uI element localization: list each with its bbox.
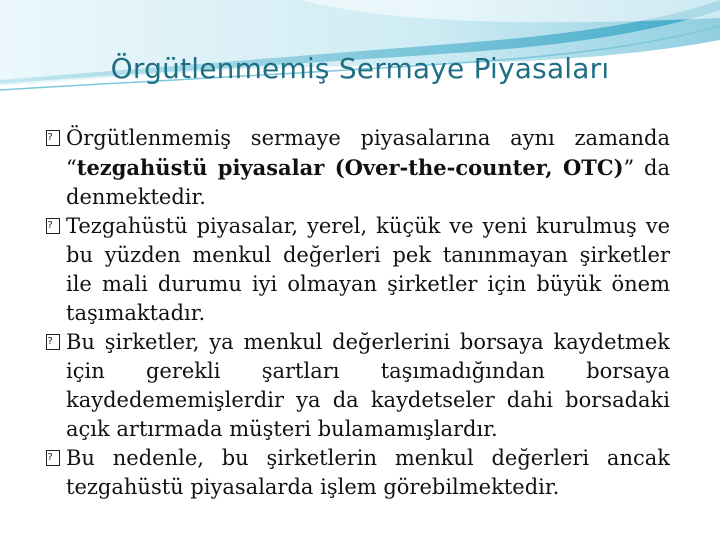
missing-glyph-box-icon: ? bbox=[46, 130, 60, 146]
paragraph-1-text-end: ” da denmektedir. bbox=[66, 156, 670, 209]
missing-glyph-box-icon: ? bbox=[46, 218, 60, 234]
paragraph-4-text: Bu nedenle, bu şirketlerin menkul değerleri ancak tezgahüstü piyasalarda işlem görebilmektedir. bbox=[66, 446, 670, 499]
paragraph-2 bbox=[48, 212, 670, 328]
paragraph-3-text: Bu şirketler, ya menkul değerlerini borsaya kaydetmek için gerekli şartları taşımadığından borsaya kaydedememişlerdir ya da kaydetseler dahi borsadaki açık artırmada müşteri bulamamışlardır. bbox=[66, 330, 670, 441]
missing-glyph-box-icon: ? bbox=[46, 334, 60, 350]
slide-body bbox=[48, 124, 670, 502]
paragraph-1-bold-term: tezgahüstü piyasalar (Over-the-counter, OTC) bbox=[76, 155, 624, 180]
paragraph-3 bbox=[48, 328, 670, 444]
missing-glyph-box-icon: ? bbox=[46, 450, 60, 466]
slide-title: Örgütlenmemiş Sermaye Piyasaları bbox=[110, 52, 610, 85]
paragraph-2-text: Tezgahüstü piyasalar, yerel, küçük ve yeni kurulmuş ve bu yüzden menkul değerleri pek tanınmayan şirketler ile mali durumu iyi olmayan şirketler için büyük önem taşımaktadır. bbox=[66, 214, 670, 325]
paragraph-1-text-start: Örgütlenmemiş sermaye piyasalarına aynı zamanda “ bbox=[66, 126, 670, 180]
paragraph-1 bbox=[48, 124, 670, 212]
paragraph-4 bbox=[48, 444, 670, 502]
